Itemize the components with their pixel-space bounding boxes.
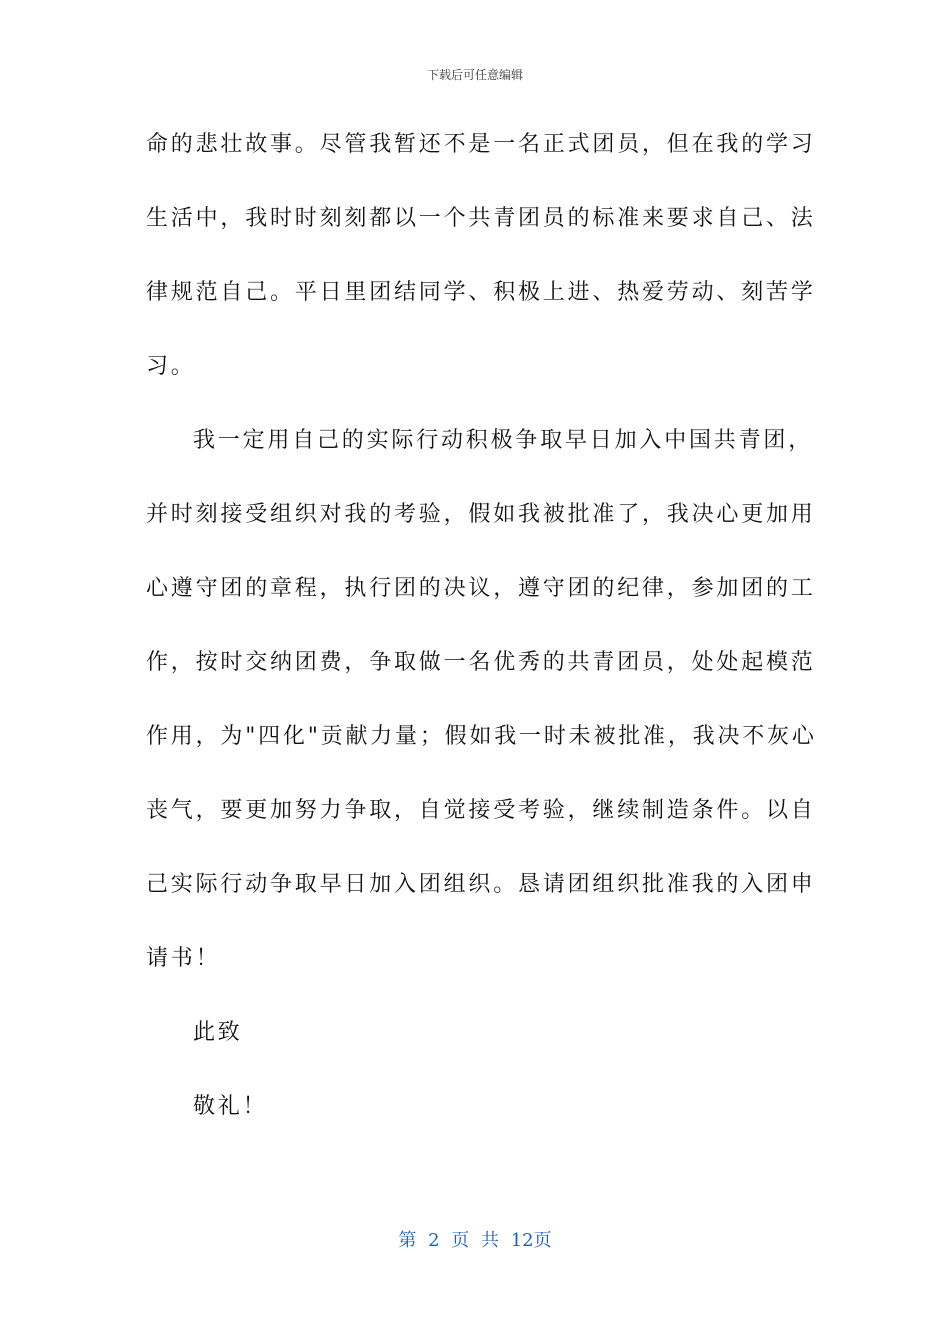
page-number: 第 2 页 共 12页 [398, 1230, 552, 1251]
text-line: 请书！ [146, 946, 221, 971]
text-line: 律规范自己。平日里团结同学、积极上进、热爱劳动、刻苦学 [146, 280, 816, 305]
closing-regards: 敬礼！ [193, 1094, 268, 1119]
text-line: 并时刻接受组织对我的考验，假如我被批准了，我决心更加用 [146, 502, 816, 527]
text-line: 己实际行动争取早日加入团组织。恳请团组织批准我的入团申 [146, 872, 816, 897]
paragraph-start-line: 我一定用自己的实际行动积极争取早日加入中国共青团， [193, 428, 814, 453]
page-header: 下载后可任意编辑 [426, 68, 523, 82]
text-line: 习。 [146, 354, 196, 379]
closing-salutation: 此致 [193, 1020, 243, 1045]
text-line: 作，按时交纳团费，争取做一名优秀的共青团员，处处起模范 [146, 650, 816, 675]
text-line: 心遵守团的章程，执行团的决议，遵守团的纪律，参加团的工 [146, 576, 816, 601]
text-line: 生活中，我时时刻刻都以一个共青团员的标准来要求自己、法 [146, 206, 816, 231]
text-line: 命的悲壮故事。尽管我暂还不是一名正式团员，但在我的学习 [146, 132, 816, 157]
document-body [146, 118, 817, 1154]
text-line: 丧气，要更加努力争取，自觉接受考验，继续制造条件。以自 [146, 798, 816, 823]
text-line: 作用，为"四化"贡献力量；假如我一时未被批准，我决不灰心 [146, 724, 817, 749]
